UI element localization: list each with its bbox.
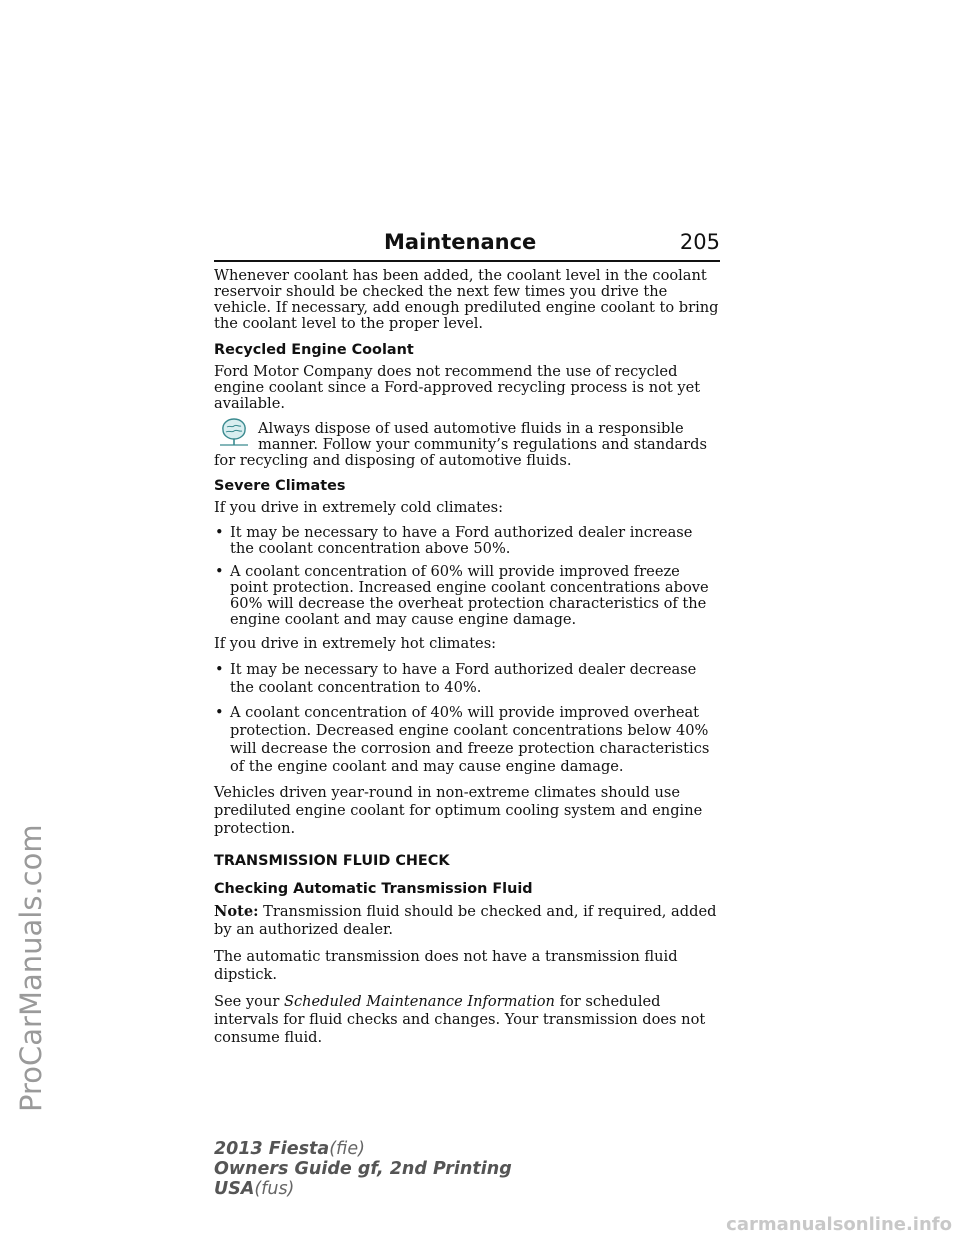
watermark xyxy=(14,824,54,1152)
footer-line-2 xyxy=(214,1159,512,1179)
coolant-added-paragraph: Whenever coolant has been added, the coolant level in the coolant reservoir should be checked the next few times you drive the vehicle. If necessary, add enough prediluted engine coolant to bring the coolant level to the proper level. xyxy=(214,267,719,332)
hot-climates-list xyxy=(214,661,720,776)
non-extreme-paragraph: Vehicles driven year-round in non-extreme climates should use prediluted engine coolant for optimum cooling system and engine protection. xyxy=(214,784,703,837)
recycled-coolant-heading: Recycled Engine Coolant xyxy=(214,342,414,358)
cold-climates-list xyxy=(214,525,720,628)
site-watermark: carmanualsonline.info xyxy=(726,1214,952,1235)
note-paragraph xyxy=(214,903,720,939)
page-body xyxy=(214,268,720,1056)
see-prefix: See your xyxy=(214,993,280,1010)
note-label: Note: xyxy=(214,903,259,920)
environment-note xyxy=(214,421,720,469)
cold-climates-intro: If you drive in extremely cold climates: xyxy=(214,499,504,516)
bullet: • xyxy=(215,524,224,541)
section-title: Maintenance xyxy=(384,230,537,254)
hot-climates-intro: If you drive in extremely hot climates: xyxy=(214,635,497,652)
footer-model-code: (fie) xyxy=(329,1139,365,1159)
list-item-text: It may be necessary to have a Ford authorized dealer increase the coolant concentration above 50%. xyxy=(230,524,693,557)
dipstick-paragraph: The automatic transmission does not have a transmission fluid dipstick. xyxy=(214,948,678,983)
schedule-reference: Scheduled Maintenance Information xyxy=(283,993,555,1010)
see-schedule-paragraph xyxy=(214,993,720,1047)
tree-icon xyxy=(214,417,254,447)
list-item xyxy=(214,661,720,697)
bullet: • xyxy=(215,563,224,580)
list-item-text: It may be necessary to have a Ford authorized dealer decrease the coolant concentration to 40%. xyxy=(230,661,697,696)
checking-atf-heading: Checking Automatic Transmission Fluid xyxy=(214,881,533,897)
footer-model: 2013 Fiesta xyxy=(214,1139,330,1159)
footer-market: USA xyxy=(214,1179,255,1199)
bullet: • xyxy=(215,661,224,678)
page-header xyxy=(214,228,720,262)
list-item-text: A coolant concentration of 60% will provide improved freeze point protection. Increased engine coolant concentrations above 60% will decrease the overheat protection characteristics of the engine coolant and may cause engine damage. xyxy=(230,563,709,628)
list-item xyxy=(214,525,720,557)
transmission-fluid-heading: TRANSMISSION FLUID CHECK xyxy=(214,853,450,869)
note-text: Transmission fluid should be checked and, if required, added by an authorized dealer. xyxy=(214,903,717,938)
list-item-text: A coolant concentration of 40% will provide improved overheat protection. Decreased engine coolant concentrations below 40% will decrease the corrosion and freeze protection characteristics of the engine coolant and may cause engine damage. xyxy=(230,704,710,775)
bullet: • xyxy=(215,704,224,721)
see-suffix: for scheduled intervals for fluid checks and changes. Your transmission does not consume fluid. xyxy=(214,993,706,1046)
watermark-text: ProCarManuals.com xyxy=(14,824,48,1112)
footer-market-code: (fus) xyxy=(254,1179,295,1199)
environment-note-text: Always dispose of used automotive fluids in a responsible manner. Follow your community’s regulations and standards for recycling and disposing of automotive fluids. xyxy=(214,420,707,469)
severe-climates-heading: Severe Climates xyxy=(214,478,346,494)
footer-line-1 xyxy=(214,1139,512,1159)
recycled-coolant-paragraph: Ford Motor Company does not recommend the use of recycled engine coolant since a Ford-approved recycling process is not yet available. xyxy=(214,363,701,412)
page-number: 205 xyxy=(679,230,720,254)
list-item xyxy=(214,564,720,628)
list-item xyxy=(214,704,720,776)
document-footer xyxy=(214,1139,512,1199)
footer-line-3 xyxy=(214,1179,512,1199)
footer-guide: Owners Guide gf, 2nd Printing xyxy=(214,1159,512,1179)
